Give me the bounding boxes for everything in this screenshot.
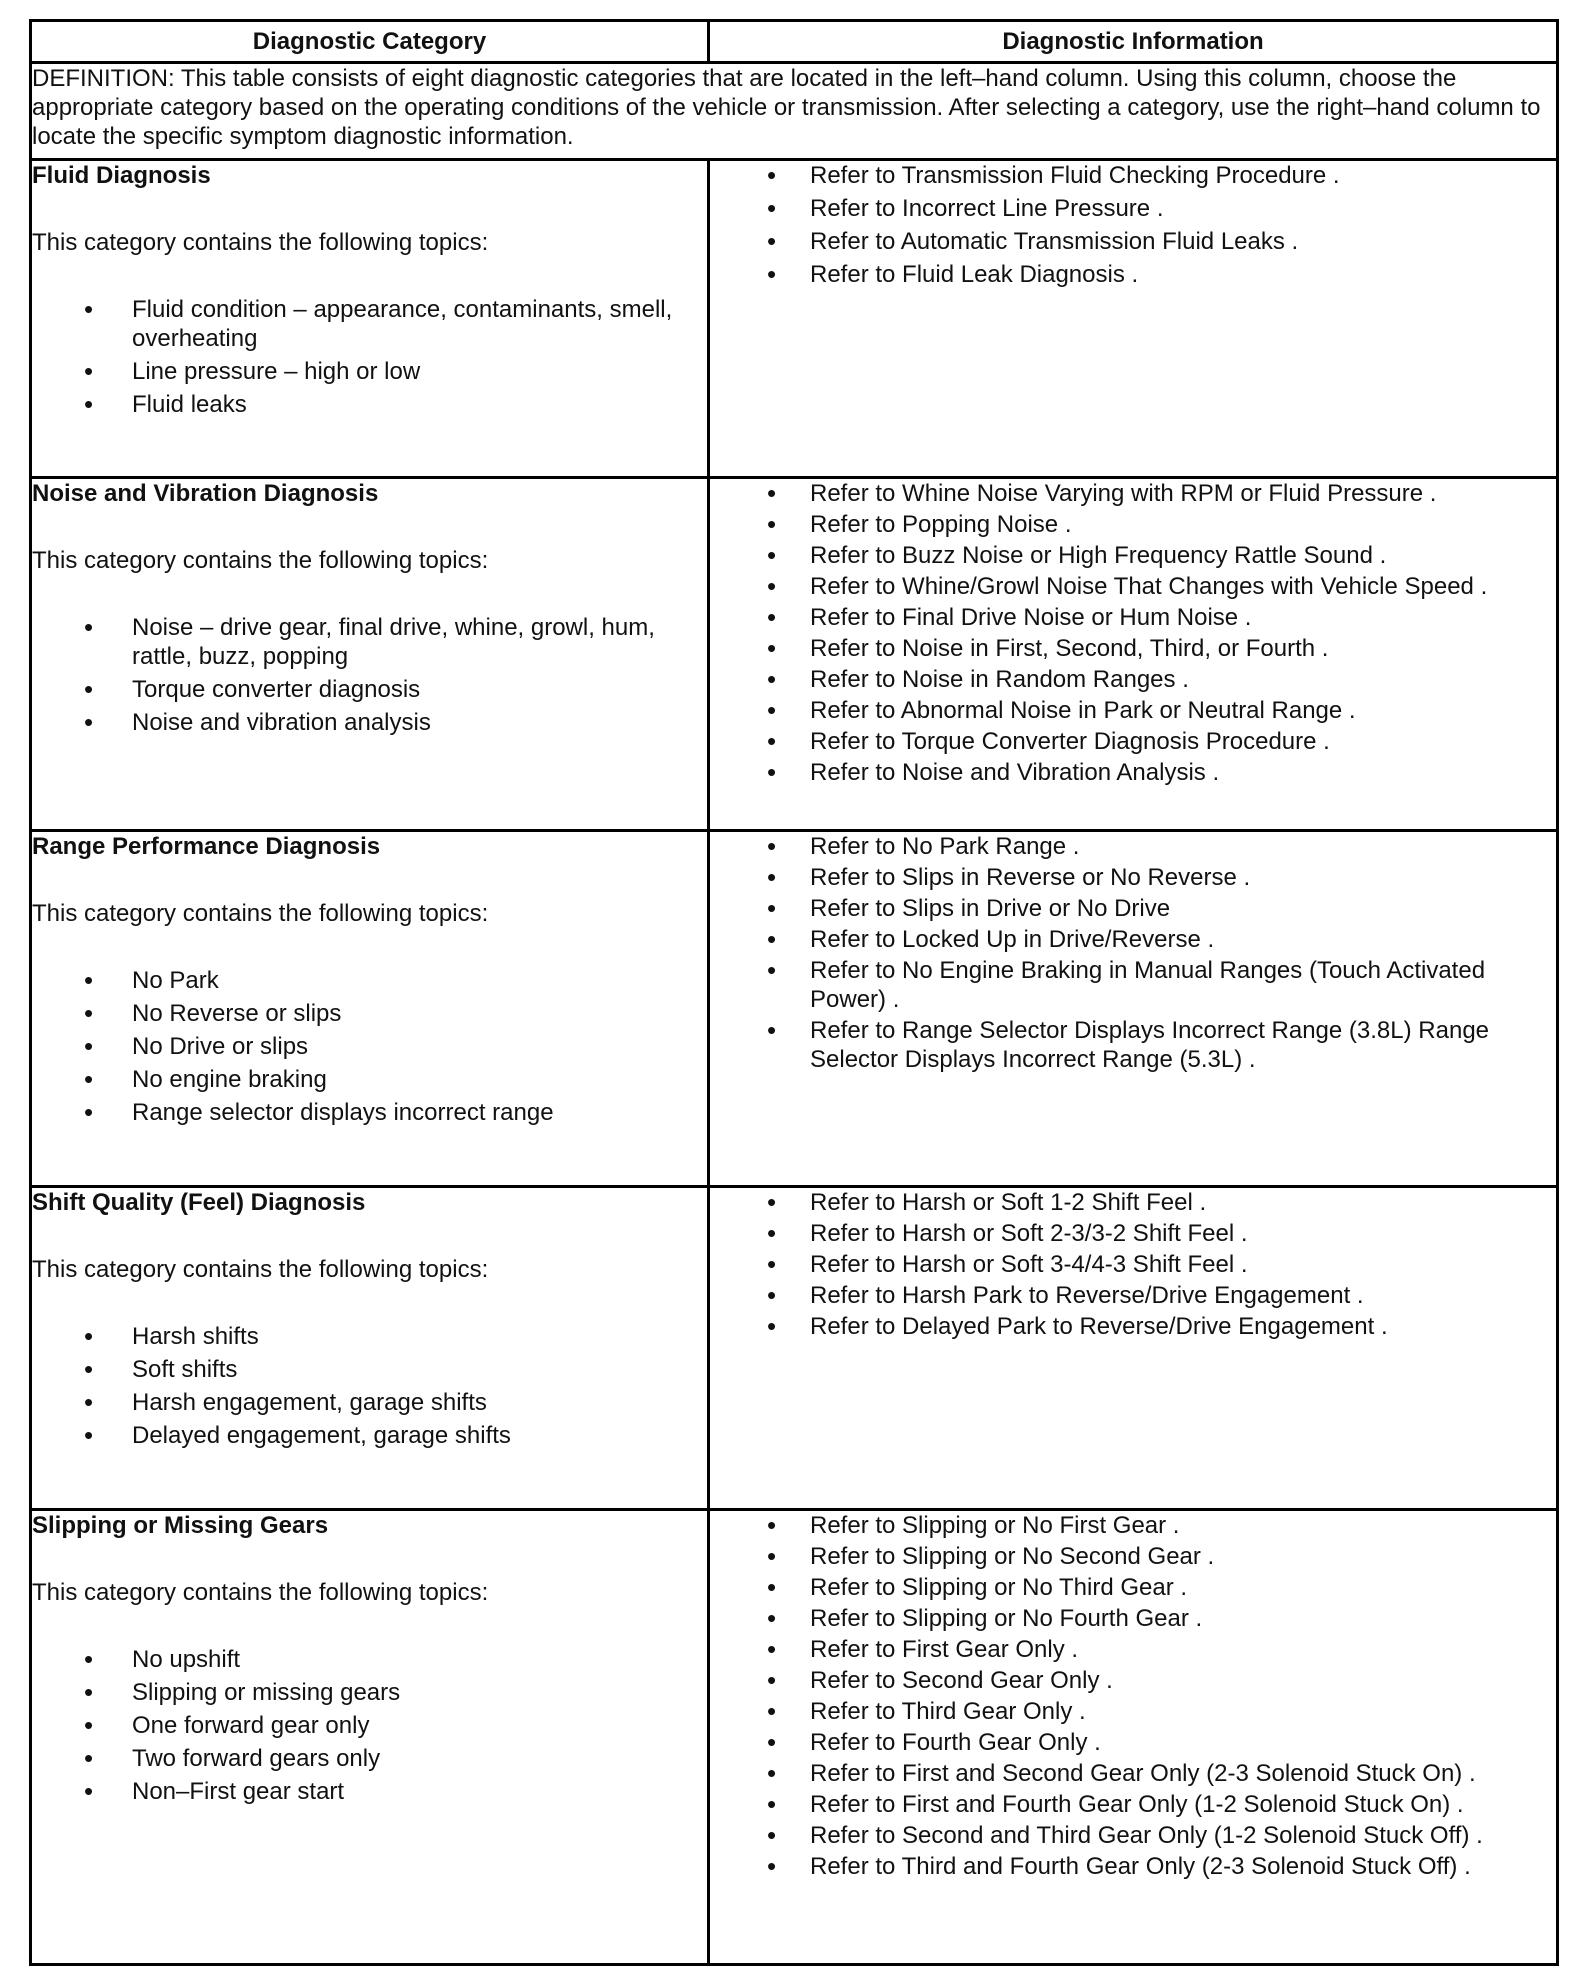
category-intro: This category contains the following topics: [32,1256,489,1283]
category-title: Noise and Vibration Diagnosis [32,480,379,507]
category-row-shift-quality [31,1187,1558,1510]
reference-item: • Refer to Slipping or No First Gear . [710,1511,1556,1540]
definition-text: DEFINITION: This table consists of eight diagnostic categories that are located in the left–hand column. Using this column, choose the appropriate category based on the operating conditions of the vehicle or transmission. After selecting a category, use the right–hand column to locate the specific symptom diagnostic information. [31,63,1558,160]
topic-item: • Fluid condition – appearance, contaminants, smell, overheating [32,295,707,353]
reference-list [710,1188,1556,1341]
reference-item: • Refer to Whine/Growl Noise That Changes with Vehicle Speed . [710,572,1556,601]
reference-item: • Refer to Automatic Transmission Fluid Leaks . [710,227,1556,256]
topic-item: • No Reverse or slips [32,999,707,1028]
reference-item: • Refer to Locked Up in Drive/Reverse . [710,925,1556,954]
reference-item: • Refer to No Park Range . [710,832,1556,861]
reference-list [710,479,1556,787]
category-title: Fluid Diagnosis [32,162,211,189]
reference-item: • Refer to Harsh or Soft 1-2 Shift Feel . [710,1188,1556,1217]
topic-list [32,295,707,419]
category-row-fluid [31,160,1558,478]
topic-item: • Torque converter diagnosis [32,675,707,704]
category-title: Shift Quality (Feel) Diagnosis [32,1189,366,1216]
diagnostic-table [29,19,1559,1966]
reference-item: • Refer to Harsh or Soft 3-4/4-3 Shift Feel . [710,1250,1556,1279]
info-cell [709,160,1558,478]
reference-item: • Refer to Noise in First, Second, Third, or Fourth . [710,634,1556,663]
topic-item: • Non–First gear start [32,1777,707,1806]
header-row [31,21,1558,63]
category-cell [31,1187,709,1510]
topic-item: • No Park [32,966,707,995]
reference-item: • Refer to Popping Noise . [710,510,1556,539]
category-intro: This category contains the following topics: [32,900,489,927]
reference-list [710,1511,1556,1881]
reference-item: • Refer to Third and Fourth Gear Only (2-3 Solenoid Stuck Off) . [710,1852,1556,1881]
reference-item: • Refer to First Gear Only . [710,1635,1556,1664]
reference-item: • Refer to Slipping or No Second Gear . [710,1542,1556,1571]
topic-item: • No upshift [32,1645,707,1674]
reference-item: • Refer to Slipping or No Third Gear . [710,1573,1556,1602]
info-cell [709,1510,1558,1965]
category-cell [31,831,709,1187]
header-diagnostic-category: Diagnostic Category [31,21,709,63]
reference-item: • Refer to Delayed Park to Reverse/Drive Engagement . [710,1312,1556,1341]
reference-item: • Refer to Fourth Gear Only . [710,1728,1556,1757]
reference-item: • Refer to Torque Converter Diagnosis Procedure . [710,727,1556,756]
category-intro: This category contains the following topics: [32,229,489,256]
reference-item: • Refer to Second Gear Only . [710,1666,1556,1695]
topic-item: • Soft shifts [32,1355,707,1384]
reference-list [710,161,1556,289]
reference-item: • Refer to Harsh Park to Reverse/Drive Engagement . [710,1281,1556,1310]
topic-item: • Noise – drive gear, final drive, whine, growl, hum, rattle, buzz, popping [32,613,707,671]
reference-item: • Refer to Slips in Reverse or No Reverse . [710,863,1556,892]
category-cell [31,478,709,831]
definition-row [31,63,1558,160]
reference-item: • Refer to Final Drive Noise or Hum Noise . [710,603,1556,632]
topic-list [32,1322,707,1450]
category-row-noise [31,478,1558,831]
category-row-range [31,831,1558,1187]
reference-item: • Refer to Range Selector Displays Incorrect Range (3.8L) Range Selector Displays Incorrect Range (5.3L) . [710,1016,1556,1074]
topic-item: • Harsh shifts [32,1322,707,1351]
topic-item: • One forward gear only [32,1711,707,1740]
topic-item: • Noise and vibration analysis [32,708,707,737]
topic-item: • No engine braking [32,1065,707,1094]
topic-item: • Range selector displays incorrect range [32,1098,707,1127]
category-title: Range Performance Diagnosis [32,833,381,860]
category-intro: This category contains the following topics: [32,547,489,574]
topic-item: • Fluid leaks [32,390,707,419]
reference-item: • Refer to Fluid Leak Diagnosis . [710,260,1556,289]
category-cell [31,160,709,478]
reference-item: • Refer to Noise in Random Ranges . [710,665,1556,694]
topic-list [32,613,707,737]
reference-item: • Refer to Second and Third Gear Only (1-2 Solenoid Stuck Off) . [710,1821,1556,1850]
category-title: Slipping or Missing Gears [32,1512,329,1539]
info-cell [709,1187,1558,1510]
reference-item: • Refer to Third Gear Only . [710,1697,1556,1726]
topic-item: • No Drive or slips [32,1032,707,1061]
topic-item: • Harsh engagement, garage shifts [32,1388,707,1417]
topic-item: • Two forward gears only [32,1744,707,1773]
topic-item: • Slipping or missing gears [32,1678,707,1707]
reference-item: • Refer to Transmission Fluid Checking Procedure . [710,161,1556,190]
reference-item: • Refer to First and Fourth Gear Only (1-2 Solenoid Stuck On) . [710,1790,1556,1819]
reference-item: • Refer to Slips in Drive or No Drive [710,894,1556,923]
reference-item: • Refer to No Engine Braking in Manual Ranges (Touch Activated Power) . [710,956,1556,1014]
topic-item: • Delayed engagement, garage shifts [32,1421,707,1450]
reference-item: • Refer to Harsh or Soft 2-3/3-2 Shift Feel . [710,1219,1556,1248]
info-cell [709,478,1558,831]
topic-list [32,1645,707,1806]
category-intro: This category contains the following topics: [32,1579,489,1606]
info-cell [709,831,1558,1187]
reference-item: • Refer to Buzz Noise or High Frequency Rattle Sound . [710,541,1556,570]
reference-item: • Refer to First and Second Gear Only (2-3 Solenoid Stuck On) . [710,1759,1556,1788]
topic-list [32,966,707,1127]
reference-item: • Refer to Incorrect Line Pressure . [710,194,1556,223]
header-diagnostic-information: Diagnostic Information [709,21,1558,63]
reference-item: • Refer to Whine Noise Varying with RPM or Fluid Pressure . [710,479,1556,508]
reference-item: • Refer to Noise and Vibration Analysis . [710,758,1556,787]
reference-item: • Refer to Abnormal Noise in Park or Neutral Range . [710,696,1556,725]
category-cell [31,1510,709,1965]
topic-item: • Line pressure – high or low [32,357,707,386]
reference-item: • Refer to Slipping or No Fourth Gear . [710,1604,1556,1633]
reference-list [710,832,1556,1074]
category-row-slipping [31,1510,1558,1965]
